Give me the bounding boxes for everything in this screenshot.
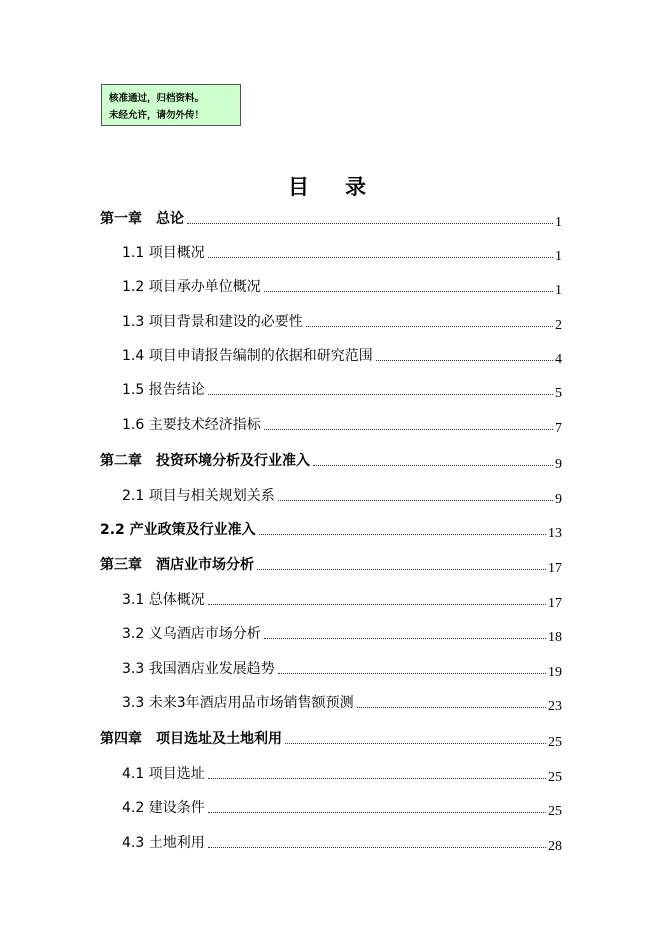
toc-leader	[208, 603, 546, 605]
toc-entry-page: 13	[548, 526, 562, 541]
toc-entry-label: 3.3 我国酒店业发展趋势	[122, 661, 275, 677]
toc-leader	[306, 325, 553, 327]
toc-entry-label: 1.4 项目申请报告编制的依据和研究范围	[122, 348, 373, 364]
toc-entry[interactable]	[122, 588, 562, 611]
toc-leader	[264, 428, 553, 430]
toc-entry-page: 25	[548, 770, 562, 785]
toc-entry[interactable]	[122, 484, 562, 507]
toc-entry-label: 2.1 项目与相关规划关系	[122, 488, 275, 504]
stamp-line-2: 未经允许，请勿外传！	[109, 110, 205, 121]
toc-leader	[208, 846, 546, 848]
toc-entry[interactable]	[122, 657, 562, 680]
toc-leader	[208, 256, 553, 258]
toc-entry-page: 4	[555, 352, 562, 367]
toc-entry-page: 9	[555, 492, 562, 507]
toc-entry-page: 25	[548, 804, 562, 819]
toc-leader	[257, 568, 546, 570]
toc-leader	[187, 222, 553, 224]
toc-entry-label: 第一章 总论	[100, 211, 184, 227]
toc-entry-label: 第三章 酒店业市场分析	[100, 557, 254, 573]
toc-leader	[313, 464, 553, 466]
toc-entry-label: 3.3 未来3年酒店用品市场销售额预测	[122, 695, 354, 711]
toc-entry-page: 17	[548, 596, 562, 611]
toc-entry[interactable]	[122, 241, 562, 264]
toc-entry-label: 4.2 建设条件	[122, 800, 205, 816]
toc-entry-label: 2.2 产业政策及行业准入	[100, 522, 256, 538]
toc-entry-page: 1	[555, 283, 562, 298]
toc-entry-label: 1.3 项目背景和建设的必要性	[122, 314, 303, 330]
toc-leader	[376, 359, 553, 361]
toc-entry[interactable]	[100, 553, 562, 576]
toc-leader	[259, 533, 546, 535]
toc-entry-page: 5	[555, 386, 562, 401]
toc-entry-page: 17	[548, 561, 562, 576]
toc-entry-page: 19	[548, 665, 562, 680]
toc-entry-page: 1	[555, 215, 562, 230]
toc-entry[interactable]	[122, 831, 562, 854]
toc-entry-page: 7	[555, 421, 562, 436]
toc-entry-page: 25	[548, 735, 562, 750]
toc-entry-label: 1.5 报告结论	[122, 382, 205, 398]
toc-entry-label: 第四章 项目选址及土地利用	[100, 731, 282, 747]
toc-entry[interactable]	[122, 344, 562, 367]
toc-entry-page: 2	[555, 318, 562, 333]
toc-entry-label: 1.6 主要技术经济指标	[122, 417, 261, 433]
toc-leader	[208, 393, 553, 395]
toc-entry-page: 1	[555, 249, 562, 264]
toc-entry[interactable]	[100, 727, 562, 750]
stamp-line-1: 核准通过，归档资料。	[109, 93, 205, 104]
toc-entry[interactable]	[122, 275, 562, 298]
toc-entry-label: 3.2 义乌酒店市场分析	[122, 626, 261, 642]
toc-entry-label: 4.1 项目选址	[122, 766, 205, 782]
toc-entry-page: 18	[548, 630, 562, 645]
toc-entry[interactable]	[100, 518, 562, 541]
toc-entry[interactable]	[122, 796, 562, 819]
toc-entry-page: 23	[548, 699, 562, 714]
toc-entry[interactable]	[122, 378, 562, 401]
toc-leader	[285, 742, 546, 744]
toc-leader	[278, 499, 553, 501]
toc-entry[interactable]	[122, 310, 562, 333]
toc-leader	[278, 672, 546, 674]
toc-entry-page: 28	[548, 839, 562, 854]
toc-leader	[264, 290, 553, 292]
toc-leader	[208, 777, 546, 779]
toc-entry-label: 4.3 土地利用	[122, 835, 205, 851]
toc-entry[interactable]	[122, 413, 562, 436]
toc-entry[interactable]	[100, 207, 562, 230]
toc-entry[interactable]	[122, 622, 562, 645]
toc-entry[interactable]	[122, 691, 562, 714]
toc-title: 目录	[288, 174, 402, 199]
confidential-stamp	[101, 84, 241, 126]
toc-entry-label: 3.1 总体概况	[122, 592, 205, 608]
toc-entry[interactable]	[100, 449, 562, 472]
toc-entry-label: 第二章 投资环境分析及行业准入	[100, 453, 310, 469]
toc-leader	[208, 811, 546, 813]
toc-entry-label: 1.2 项目承办单位概况	[122, 279, 261, 295]
toc-entry-page: 9	[555, 457, 562, 472]
toc-leader	[357, 706, 546, 708]
toc-entry[interactable]	[122, 762, 562, 785]
toc-leader	[264, 637, 546, 639]
toc-entry-label: 1.1 项目概况	[122, 245, 205, 261]
